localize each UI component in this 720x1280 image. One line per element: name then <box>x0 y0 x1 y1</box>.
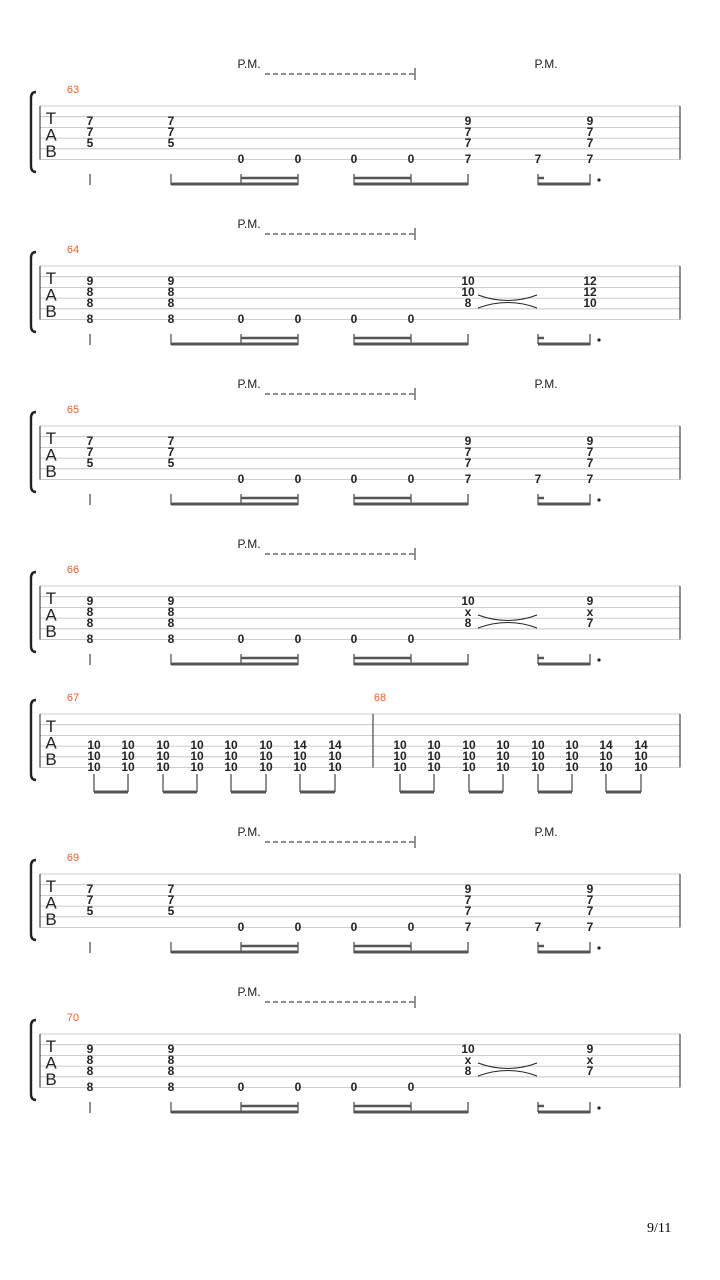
fret-number: 7 <box>464 904 472 918</box>
fret-number: 0 <box>294 1080 302 1094</box>
fret-number: 10 <box>599 749 613 763</box>
fret-number: 5 <box>86 456 94 470</box>
tab-clef-letter: A <box>45 285 57 305</box>
fret-number: 8 <box>86 632 94 646</box>
measure-number: 69 <box>66 852 80 864</box>
fret-number: x <box>464 605 472 619</box>
fret-number: 7 <box>586 456 594 470</box>
fret-number: 0 <box>407 152 415 166</box>
tab-clef-letter: T <box>45 877 57 896</box>
fret-number: 7 <box>464 125 472 139</box>
fret-number: 9 <box>586 1042 594 1056</box>
fret-number: 8 <box>86 605 94 619</box>
fret-number: 9 <box>167 274 175 288</box>
fret-number: 9 <box>464 882 472 896</box>
fret-number: 10 <box>393 760 407 774</box>
fret-number: 10 <box>224 738 238 752</box>
fret-number: 8 <box>167 605 175 619</box>
fret-number: 7 <box>86 434 94 448</box>
fret-number: 5 <box>167 456 175 470</box>
fret-number: 8 <box>86 296 94 310</box>
fret-number: 9 <box>86 274 94 288</box>
fret-number: 10 <box>87 738 101 752</box>
fret-number: 9 <box>167 1042 175 1056</box>
fret-number: 10 <box>121 749 135 763</box>
fret-number: 8 <box>464 616 472 630</box>
fret-number: 10 <box>599 760 613 774</box>
fret-number: 10 <box>121 760 135 774</box>
fret-number: 7 <box>464 445 472 459</box>
tab-clef-letter: T <box>45 589 57 608</box>
fret-number: 0 <box>237 920 245 934</box>
tab-clef-letter: A <box>45 125 57 145</box>
fret-number: 10 <box>462 749 476 763</box>
fret-number: 0 <box>237 152 245 166</box>
fret-number: 10 <box>634 760 648 774</box>
fret-number: 10 <box>461 285 475 299</box>
fret-number: 9 <box>586 434 594 448</box>
fret-number: 7 <box>464 456 472 470</box>
fret-number: 9 <box>86 594 94 608</box>
fret-number: 7 <box>586 904 594 918</box>
fret-number: 7 <box>534 472 542 486</box>
system-bracket <box>31 572 36 652</box>
fret-number: 9 <box>586 594 594 608</box>
fret-number: 7 <box>167 434 175 448</box>
fret-number: 0 <box>407 472 415 486</box>
dotted-rhythm-dot <box>597 946 600 949</box>
measure-number: 70 <box>66 1012 80 1024</box>
fret-number: 10 <box>393 749 407 763</box>
fret-number: 10 <box>531 738 545 752</box>
fret-number: 10 <box>259 760 273 774</box>
fret-number: 7 <box>464 472 472 486</box>
system-bracket <box>31 1020 36 1100</box>
fret-number: 7 <box>586 472 594 486</box>
fret-number: 7 <box>167 445 175 459</box>
fret-number: 0 <box>350 152 358 166</box>
fret-number: 10 <box>259 738 273 752</box>
tab-clef-letter: T <box>45 109 57 128</box>
fret-number: 10 <box>427 738 441 752</box>
fret-number: x <box>464 1053 472 1067</box>
dotted-rhythm-dot <box>597 1106 600 1109</box>
palm-mute-label: P.M. <box>237 57 261 71</box>
fret-number: 10 <box>121 738 135 752</box>
tab-clef-letter: B <box>45 1070 57 1089</box>
fret-number: 9 <box>586 882 594 896</box>
fret-number: 10 <box>565 760 579 774</box>
fret-number: 0 <box>237 632 245 646</box>
tab-clef-letter: B <box>45 462 57 481</box>
fret-number: 7 <box>586 616 594 630</box>
fret-number: 7 <box>464 920 472 934</box>
fret-number: 8 <box>167 616 175 630</box>
fret-number: 0 <box>350 632 358 646</box>
system-bracket <box>31 92 36 172</box>
fret-number: x <box>586 1053 594 1067</box>
fret-number: 0 <box>237 1080 245 1094</box>
fret-number: 9 <box>86 1042 94 1056</box>
fret-number: 8 <box>464 296 472 310</box>
tab-clef-letter: B <box>45 142 57 161</box>
fret-number: 7 <box>86 893 94 907</box>
fret-number: 14 <box>599 738 613 752</box>
fret-number: 0 <box>294 632 302 646</box>
fret-number: 10 <box>190 749 204 763</box>
measure-number: 66 <box>66 564 80 576</box>
fret-number: 10 <box>461 1042 475 1056</box>
measure-number: 64 <box>66 244 80 256</box>
dotted-rhythm-dot <box>597 338 600 341</box>
fret-number: 10 <box>156 760 170 774</box>
fret-number: 10 <box>496 749 510 763</box>
fret-number: 8 <box>167 312 175 326</box>
measure-number: 67 <box>66 692 80 704</box>
fret-number: 9 <box>464 114 472 128</box>
fret-number: 5 <box>86 136 94 150</box>
fret-number: 8 <box>167 1053 175 1067</box>
fret-number: 10 <box>156 738 170 752</box>
fret-number: 7 <box>586 1064 594 1078</box>
tab-clef-letter: A <box>45 445 57 465</box>
fret-number: 0 <box>237 472 245 486</box>
palm-mute-label: P.M. <box>237 217 261 231</box>
measure-number: 68 <box>373 692 387 704</box>
fret-number: 8 <box>167 296 175 310</box>
fret-number: 8 <box>86 1064 94 1078</box>
fret-number: 7 <box>167 114 175 128</box>
palm-mute-label: P.M. <box>534 377 558 391</box>
fret-number: 10 <box>634 749 648 763</box>
fret-number: 0 <box>407 920 415 934</box>
fret-number: 8 <box>86 312 94 326</box>
fret-number: 7 <box>586 152 594 166</box>
palm-mute-label: P.M. <box>237 537 261 551</box>
tab-clef-letter: A <box>45 1053 57 1073</box>
fret-number: 0 <box>407 312 415 326</box>
fret-number: 10 <box>190 738 204 752</box>
fret-number: 7 <box>534 920 542 934</box>
palm-mute-label: P.M. <box>534 57 558 71</box>
fret-number: 7 <box>167 125 175 139</box>
fret-number: 0 <box>294 920 302 934</box>
tab-clef-letter: T <box>45 1037 57 1056</box>
fret-number: 9 <box>586 114 594 128</box>
fret-number: 8 <box>86 1080 94 1094</box>
fret-number: 9 <box>464 434 472 448</box>
fret-number: 10 <box>156 749 170 763</box>
fret-number: 10 <box>328 749 342 763</box>
slide-curve <box>478 1071 537 1077</box>
fret-number: 12 <box>583 274 597 288</box>
system-bracket <box>31 860 36 940</box>
tab-clef-letter: B <box>45 622 57 641</box>
tab-clef-letter: T <box>45 269 57 288</box>
fret-number: 0 <box>294 152 302 166</box>
slide-curve <box>478 623 537 629</box>
fret-number: 7 <box>86 445 94 459</box>
fret-number: 10 <box>224 749 238 763</box>
fret-number: 8 <box>86 285 94 299</box>
fret-number: 10 <box>531 760 545 774</box>
fret-number: 10 <box>190 760 204 774</box>
fret-number: 0 <box>350 312 358 326</box>
fret-number: 5 <box>86 904 94 918</box>
fret-number: 9 <box>167 594 175 608</box>
fret-number: 7 <box>464 152 472 166</box>
tab-clef-letter: A <box>45 893 57 913</box>
palm-mute-label: P.M. <box>237 825 261 839</box>
fret-number: 0 <box>407 632 415 646</box>
fret-number: 8 <box>167 632 175 646</box>
fret-number: 10 <box>87 749 101 763</box>
tab-clef-letter: B <box>45 750 57 769</box>
fret-number: 0 <box>350 920 358 934</box>
dotted-rhythm-dot <box>597 498 600 501</box>
palm-mute-label: P.M. <box>534 825 558 839</box>
fret-number: 10 <box>496 738 510 752</box>
fret-number: 7 <box>86 882 94 896</box>
slide-curve <box>478 303 537 309</box>
tab-clef-letter: B <box>45 910 57 929</box>
fret-number: 8 <box>167 1064 175 1078</box>
tab-clef-letter: T <box>45 717 57 736</box>
fret-number: 10 <box>565 749 579 763</box>
fret-number: 10 <box>583 296 597 310</box>
dotted-rhythm-dot <box>597 178 600 181</box>
fret-number: 10 <box>496 760 510 774</box>
palm-mute-label: P.M. <box>237 377 261 391</box>
tab-clef-letter: B <box>45 302 57 321</box>
tab-clef-letter: A <box>45 733 57 753</box>
fret-number: 14 <box>293 738 307 752</box>
fret-number: 10 <box>531 749 545 763</box>
fret-number: 7 <box>586 445 594 459</box>
fret-number: 10 <box>565 738 579 752</box>
system-bracket <box>31 252 36 332</box>
fret-number: 7 <box>167 882 175 896</box>
fret-number: 7 <box>586 920 594 934</box>
dotted-rhythm-dot <box>597 658 600 661</box>
fret-number: 10 <box>427 760 441 774</box>
fret-number: 10 <box>87 760 101 774</box>
fret-number: 7 <box>586 893 594 907</box>
fret-number: 10 <box>462 760 476 774</box>
fret-number: 10 <box>462 738 476 752</box>
fret-number: 0 <box>350 1080 358 1094</box>
fret-number: 10 <box>461 594 475 608</box>
fret-number: 10 <box>328 760 342 774</box>
fret-number: 8 <box>86 1053 94 1067</box>
palm-mute-label: P.M. <box>237 985 261 999</box>
tab-clef-letter: T <box>45 429 57 448</box>
fret-number: 7 <box>534 152 542 166</box>
system-bracket <box>31 700 36 780</box>
fret-number: 7 <box>86 125 94 139</box>
fret-number: 10 <box>259 749 273 763</box>
page-number: 9/11 <box>647 1221 672 1236</box>
fret-number: 0 <box>237 312 245 326</box>
fret-number: 10 <box>393 738 407 752</box>
fret-number: 8 <box>167 1080 175 1094</box>
fret-number: 14 <box>634 738 648 752</box>
fret-number: 7 <box>86 114 94 128</box>
fret-number: 12 <box>583 285 597 299</box>
fret-number: 14 <box>328 738 342 752</box>
fret-number: 8 <box>167 285 175 299</box>
fret-number: 10 <box>224 760 238 774</box>
fret-number: 7 <box>464 893 472 907</box>
fret-number: 10 <box>461 274 475 288</box>
fret-number: 5 <box>167 136 175 150</box>
fret-number: 5 <box>167 904 175 918</box>
fret-number: 8 <box>464 1064 472 1078</box>
fret-number: 0 <box>350 472 358 486</box>
fret-number: 7 <box>167 893 175 907</box>
measure-number: 63 <box>66 84 80 96</box>
fret-number: 10 <box>293 749 307 763</box>
fret-number: 10 <box>293 760 307 774</box>
fret-number: 8 <box>86 616 94 630</box>
fret-number: 10 <box>427 749 441 763</box>
tab-clef-letter: A <box>45 605 57 625</box>
measure-number: 65 <box>66 404 80 416</box>
fret-number: 7 <box>586 125 594 139</box>
fret-number: 7 <box>586 136 594 150</box>
fret-number: 7 <box>464 136 472 150</box>
system-bracket <box>31 412 36 492</box>
fret-number: x <box>586 605 594 619</box>
fret-number: 0 <box>294 472 302 486</box>
fret-number: 0 <box>294 312 302 326</box>
fret-number: 0 <box>407 1080 415 1094</box>
